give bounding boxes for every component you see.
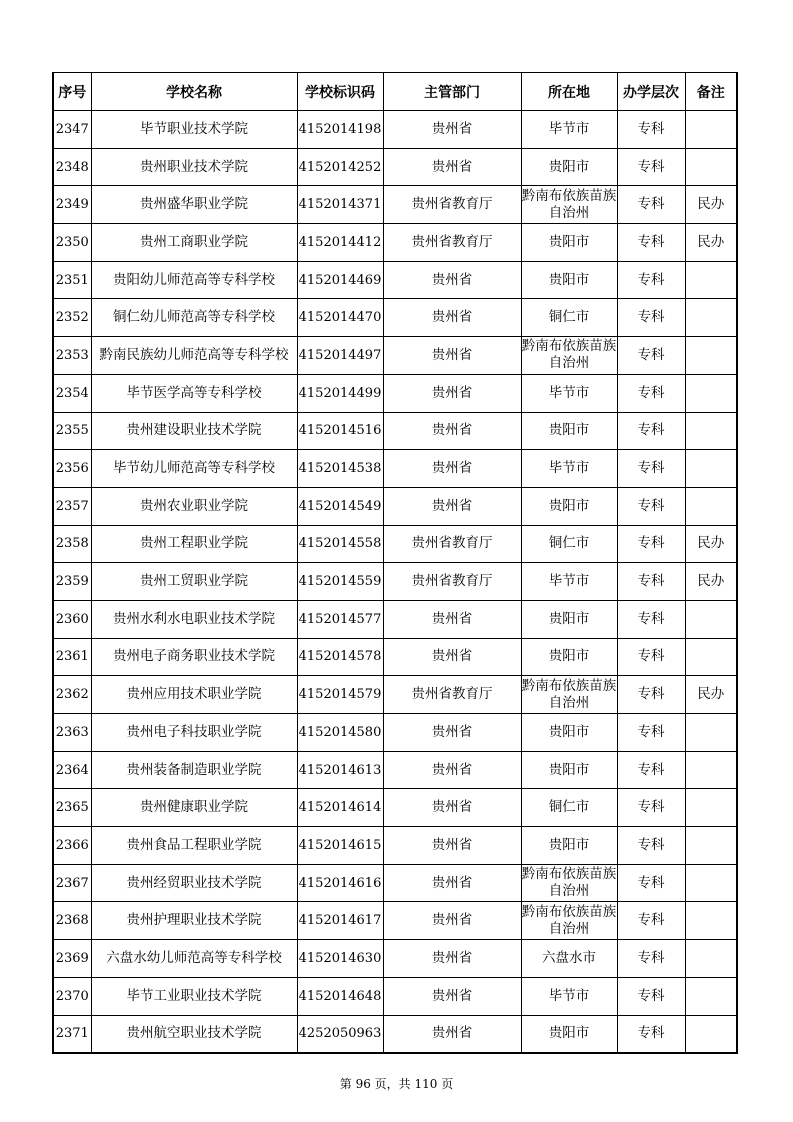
cell-location: 贵阳市 bbox=[521, 224, 617, 262]
cell-remark: 民办 bbox=[685, 525, 737, 563]
cell-level: 专科 bbox=[617, 714, 685, 752]
cell-level: 专科 bbox=[617, 261, 685, 299]
cell-index: 2357 bbox=[53, 487, 91, 525]
table-row bbox=[53, 638, 737, 676]
table-row bbox=[53, 148, 737, 186]
cell-index: 2370 bbox=[53, 977, 91, 1015]
cell-level: 专科 bbox=[617, 563, 685, 601]
cell-school-code: 4152014578 bbox=[297, 638, 383, 676]
cell-school-name: 贵州电子商务职业技术学院 bbox=[91, 638, 297, 676]
cell-remark bbox=[685, 789, 737, 827]
cell-school-code: 4152014617 bbox=[297, 902, 383, 940]
cell-level: 专科 bbox=[617, 638, 685, 676]
cell-department: 贵州省 bbox=[383, 714, 521, 752]
cell-remark bbox=[685, 299, 737, 337]
cell-remark bbox=[685, 450, 737, 488]
cell-location: 贵阳市 bbox=[521, 600, 617, 638]
cell-school-name: 贵州食品工程职业学院 bbox=[91, 827, 297, 865]
cell-remark bbox=[685, 487, 737, 525]
table-row bbox=[53, 374, 737, 412]
cell-school-code: 4152014580 bbox=[297, 714, 383, 752]
cell-index: 2358 bbox=[53, 525, 91, 563]
table-row bbox=[53, 827, 737, 865]
cell-school-code: 4152014469 bbox=[297, 261, 383, 299]
cell-school-name: 贵州工程职业学院 bbox=[91, 525, 297, 563]
cell-school-code: 4152014613 bbox=[297, 751, 383, 789]
cell-department: 贵州省 bbox=[383, 600, 521, 638]
cell-school-name: 贵州装备制造职业学院 bbox=[91, 751, 297, 789]
table-row bbox=[53, 487, 737, 525]
cell-department: 贵州省教育厅 bbox=[383, 676, 521, 714]
cell-location: 贵阳市 bbox=[521, 412, 617, 450]
cell-school-code: 4152014516 bbox=[297, 412, 383, 450]
cell-school-code: 4152014538 bbox=[297, 450, 383, 488]
cell-remark bbox=[685, 374, 737, 412]
cell-remark bbox=[685, 751, 737, 789]
table-row bbox=[53, 450, 737, 488]
cell-school-name: 六盘水幼儿师范高等专科学校 bbox=[91, 940, 297, 978]
cell-department: 贵州省 bbox=[383, 827, 521, 865]
cell-school-code: 4152014615 bbox=[297, 827, 383, 865]
cell-school-code: 4152014499 bbox=[297, 374, 383, 412]
cell-school-name: 贵州经贸职业技术学院 bbox=[91, 864, 297, 902]
cell-school-name: 贵州应用技术职业学院 bbox=[91, 676, 297, 714]
cell-school-name: 贵州工商职业学院 bbox=[91, 224, 297, 262]
table-row bbox=[53, 902, 737, 940]
cell-level: 专科 bbox=[617, 676, 685, 714]
cell-index: 2351 bbox=[53, 261, 91, 299]
table-row bbox=[53, 751, 737, 789]
cell-index: 2364 bbox=[53, 751, 91, 789]
cell-school-name: 贵州建设职业技术学院 bbox=[91, 412, 297, 450]
header-location: 所在地 bbox=[521, 73, 617, 111]
cell-school-code: 4152014371 bbox=[297, 186, 383, 224]
cell-department: 贵州省 bbox=[383, 374, 521, 412]
cell-location: 铜仁市 bbox=[521, 525, 617, 563]
cell-level: 专科 bbox=[617, 902, 685, 940]
cell-level: 专科 bbox=[617, 1015, 685, 1053]
cell-index: 2347 bbox=[53, 111, 91, 149]
cell-remark: 民办 bbox=[685, 563, 737, 601]
cell-index: 2360 bbox=[53, 600, 91, 638]
cell-department: 贵州省 bbox=[383, 751, 521, 789]
cell-remark bbox=[685, 111, 737, 149]
table-row bbox=[53, 977, 737, 1015]
cell-department: 贵州省 bbox=[383, 450, 521, 488]
cell-location: 毕节市 bbox=[521, 374, 617, 412]
cell-school-name: 贵州职业技术学院 bbox=[91, 148, 297, 186]
cell-index: 2369 bbox=[53, 940, 91, 978]
cell-school-name: 贵州航空职业技术学院 bbox=[91, 1015, 297, 1053]
cell-index: 2367 bbox=[53, 864, 91, 902]
cell-remark bbox=[685, 977, 737, 1015]
cell-school-code: 4152014614 bbox=[297, 789, 383, 827]
cell-school-name: 毕节职业技术学院 bbox=[91, 111, 297, 149]
cell-school-code: 4152014579 bbox=[297, 676, 383, 714]
cell-school-code: 4152014549 bbox=[297, 487, 383, 525]
cell-school-name: 贵州健康职业学院 bbox=[91, 789, 297, 827]
cell-department: 贵州省 bbox=[383, 902, 521, 940]
table-row bbox=[53, 714, 737, 752]
cell-location: 贵阳市 bbox=[521, 261, 617, 299]
table-row bbox=[53, 412, 737, 450]
cell-school-code: 4152014648 bbox=[297, 977, 383, 1015]
cell-level: 专科 bbox=[617, 487, 685, 525]
cell-location: 黔南布依族苗族自治州 bbox=[521, 902, 617, 940]
cell-school-code: 4152014412 bbox=[297, 224, 383, 262]
cell-index: 2368 bbox=[53, 902, 91, 940]
cell-index: 2371 bbox=[53, 1015, 91, 1053]
cell-level: 专科 bbox=[617, 374, 685, 412]
cell-level: 专科 bbox=[617, 450, 685, 488]
cell-school-name: 黔南民族幼儿师范高等专科学校 bbox=[91, 337, 297, 375]
header-remark: 备注 bbox=[685, 73, 737, 111]
table-row bbox=[53, 940, 737, 978]
cell-school-code: 4152014497 bbox=[297, 337, 383, 375]
header-department: 主管部门 bbox=[383, 73, 521, 111]
table-header-row bbox=[53, 73, 737, 111]
table-row bbox=[53, 261, 737, 299]
cell-level: 专科 bbox=[617, 789, 685, 827]
cell-level: 专科 bbox=[617, 600, 685, 638]
cell-remark bbox=[685, 638, 737, 676]
cell-school-name: 贵州水利水电职业技术学院 bbox=[91, 600, 297, 638]
cell-level: 专科 bbox=[617, 224, 685, 262]
cell-remark bbox=[685, 337, 737, 375]
header-index: 序号 bbox=[53, 73, 91, 111]
cell-school-code: 4152014198 bbox=[297, 111, 383, 149]
cell-location: 黔南布依族苗族自治州 bbox=[521, 676, 617, 714]
cell-index: 2361 bbox=[53, 638, 91, 676]
cell-school-code: 4152014252 bbox=[297, 148, 383, 186]
cell-index: 2366 bbox=[53, 827, 91, 865]
cell-index: 2363 bbox=[53, 714, 91, 752]
table-row bbox=[53, 299, 737, 337]
cell-school-name: 贵州护理职业技术学院 bbox=[91, 902, 297, 940]
cell-remark bbox=[685, 864, 737, 902]
cell-level: 专科 bbox=[617, 299, 685, 337]
cell-index: 2353 bbox=[53, 337, 91, 375]
cell-school-name: 贵州农业职业学院 bbox=[91, 487, 297, 525]
cell-department: 贵州省 bbox=[383, 1015, 521, 1053]
cell-remark bbox=[685, 261, 737, 299]
cell-level: 专科 bbox=[617, 148, 685, 186]
cell-department: 贵州省 bbox=[383, 638, 521, 676]
header-school-code: 学校标识码 bbox=[297, 73, 383, 111]
cell-remark: 民办 bbox=[685, 676, 737, 714]
cell-school-name: 贵阳幼儿师范高等专科学校 bbox=[91, 261, 297, 299]
cell-department: 贵州省教育厅 bbox=[383, 563, 521, 601]
cell-location: 毕节市 bbox=[521, 450, 617, 488]
cell-school-code: 4152014630 bbox=[297, 940, 383, 978]
cell-index: 2362 bbox=[53, 676, 91, 714]
cell-school-code: 4152014616 bbox=[297, 864, 383, 902]
cell-school-code: 4152014558 bbox=[297, 525, 383, 563]
cell-index: 2350 bbox=[53, 224, 91, 262]
cell-location: 黔南布依族苗族自治州 bbox=[521, 337, 617, 375]
table-row bbox=[53, 525, 737, 563]
cell-department: 贵州省 bbox=[383, 111, 521, 149]
cell-level: 专科 bbox=[617, 111, 685, 149]
cell-level: 专科 bbox=[617, 977, 685, 1015]
table-body bbox=[53, 111, 737, 1054]
cell-index: 2348 bbox=[53, 148, 91, 186]
cell-remark bbox=[685, 714, 737, 752]
cell-department: 贵州省 bbox=[383, 299, 521, 337]
cell-school-code: 4152014577 bbox=[297, 600, 383, 638]
cell-department: 贵州省 bbox=[383, 487, 521, 525]
cell-index: 2356 bbox=[53, 450, 91, 488]
cell-location: 贵阳市 bbox=[521, 1015, 617, 1053]
cell-location: 贵阳市 bbox=[521, 638, 617, 676]
cell-school-name: 毕节幼儿师范高等专科学校 bbox=[91, 450, 297, 488]
table-row bbox=[53, 600, 737, 638]
cell-level: 专科 bbox=[617, 827, 685, 865]
table-row bbox=[53, 864, 737, 902]
cell-remark bbox=[685, 902, 737, 940]
cell-location: 贵阳市 bbox=[521, 714, 617, 752]
cell-school-name: 贵州工贸职业学院 bbox=[91, 563, 297, 601]
table-row bbox=[53, 1015, 737, 1053]
cell-remark bbox=[685, 148, 737, 186]
cell-index: 2355 bbox=[53, 412, 91, 450]
table-row bbox=[53, 789, 737, 827]
cell-remark: 民办 bbox=[685, 186, 737, 224]
cell-location: 铜仁市 bbox=[521, 789, 617, 827]
cell-location: 贵阳市 bbox=[521, 751, 617, 789]
cell-location: 黔南布依族苗族自治州 bbox=[521, 186, 617, 224]
page-footer: 第 96 页，共 110 页 bbox=[339, 1077, 454, 1091]
cell-remark: 民办 bbox=[685, 224, 737, 262]
cell-department: 贵州省教育厅 bbox=[383, 525, 521, 563]
table-row bbox=[53, 111, 737, 149]
cell-school-code: 4152014559 bbox=[297, 563, 383, 601]
cell-index: 2352 bbox=[53, 299, 91, 337]
cell-department: 贵州省 bbox=[383, 977, 521, 1015]
cell-school-code: 4152014470 bbox=[297, 299, 383, 337]
cell-department: 贵州省 bbox=[383, 261, 521, 299]
cell-school-name: 贵州电子科技职业学院 bbox=[91, 714, 297, 752]
cell-department: 贵州省 bbox=[383, 940, 521, 978]
cell-department: 贵州省 bbox=[383, 412, 521, 450]
cell-remark bbox=[685, 940, 737, 978]
cell-location: 毕节市 bbox=[521, 563, 617, 601]
table-row bbox=[53, 563, 737, 601]
cell-school-name: 铜仁幼儿师范高等专科学校 bbox=[91, 299, 297, 337]
cell-department: 贵州省教育厅 bbox=[383, 224, 521, 262]
cell-index: 2354 bbox=[53, 374, 91, 412]
cell-remark bbox=[685, 1015, 737, 1053]
cell-department: 贵州省 bbox=[383, 337, 521, 375]
cell-school-name: 毕节医学高等专科学校 bbox=[91, 374, 297, 412]
cell-level: 专科 bbox=[617, 940, 685, 978]
cell-location: 毕节市 bbox=[521, 977, 617, 1015]
header-level: 办学层次 bbox=[617, 73, 685, 111]
cell-remark bbox=[685, 827, 737, 865]
cell-location: 铜仁市 bbox=[521, 299, 617, 337]
cell-department: 贵州省教育厅 bbox=[383, 186, 521, 224]
cell-department: 贵州省 bbox=[383, 789, 521, 827]
cell-level: 专科 bbox=[617, 751, 685, 789]
cell-level: 专科 bbox=[617, 864, 685, 902]
table-row bbox=[53, 186, 737, 224]
cell-location: 毕节市 bbox=[521, 111, 617, 149]
table-row bbox=[53, 676, 737, 714]
cell-index: 2365 bbox=[53, 789, 91, 827]
cell-level: 专科 bbox=[617, 186, 685, 224]
cell-location: 贵阳市 bbox=[521, 148, 617, 186]
cell-school-name: 贵州盛华职业学院 bbox=[91, 186, 297, 224]
cell-department: 贵州省 bbox=[383, 864, 521, 902]
cell-index: 2359 bbox=[53, 563, 91, 601]
cell-level: 专科 bbox=[617, 525, 685, 563]
header-school-name: 学校名称 bbox=[91, 73, 297, 111]
cell-remark bbox=[685, 600, 737, 638]
table-row bbox=[53, 224, 737, 262]
cell-level: 专科 bbox=[617, 412, 685, 450]
cell-remark bbox=[685, 412, 737, 450]
cell-index: 2349 bbox=[53, 186, 91, 224]
cell-location: 贵阳市 bbox=[521, 487, 617, 525]
cell-location: 黔南布依族苗族自治州 bbox=[521, 864, 617, 902]
cell-department: 贵州省 bbox=[383, 148, 521, 186]
cell-school-name: 毕节工业职业技术学院 bbox=[91, 977, 297, 1015]
cell-level: 专科 bbox=[617, 337, 685, 375]
table-row bbox=[53, 337, 737, 375]
cell-school-code: 4252050963 bbox=[297, 1015, 383, 1053]
cell-location: 六盘水市 bbox=[521, 940, 617, 978]
cell-location: 贵阳市 bbox=[521, 827, 617, 865]
school-list-table bbox=[52, 72, 738, 1054]
